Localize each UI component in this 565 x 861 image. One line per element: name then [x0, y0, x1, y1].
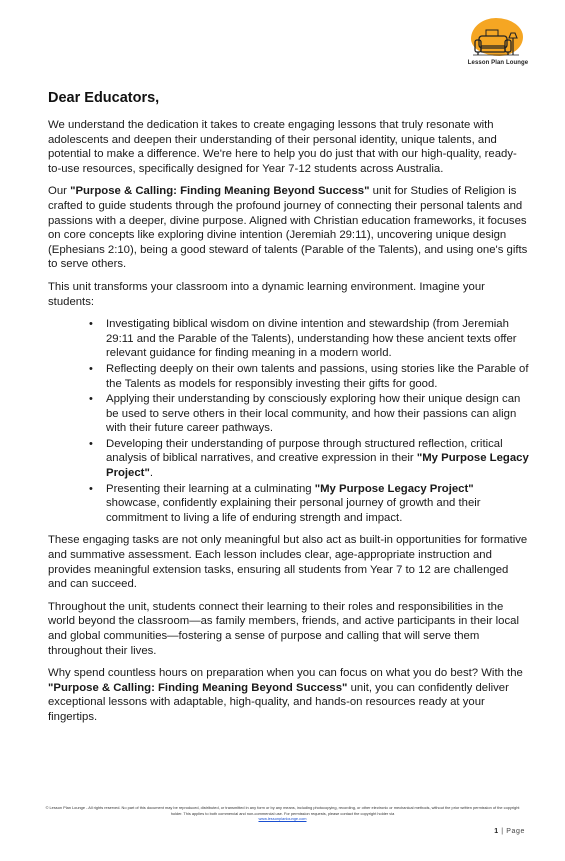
connection-paragraph: Throughout the unit, students connect their learning to their roles and responsibilities in the world beyond the classroom—as family members, friends, and active participants in their local and global communities—fostering a sense of purpose and calling that will serve them throughout their lives.: [48, 600, 519, 657]
closing-paragraph: [48, 666, 530, 724]
copyright-text: © Lesson Plan Lounge - All rights reserved. No part of this document may be reproduced, distributed, or transmitted in any form or by any means, including photocopying, recording, or other electronic or mechanical methods, without the prior written permission of the copyright holder. This applies to both commercial and non-commercial use. For permission requests, please contact the copyright holder via: [45, 805, 520, 816]
page-number-value: 1: [494, 828, 499, 835]
page-number-label: Page: [506, 828, 525, 835]
unit-title: "Purpose & Calling: Finding Meaning Beyond Success": [70, 185, 370, 198]
page-number-separator: |: [498, 828, 507, 835]
intro-paragraph: We understand the dedication it takes to create engaging lessons that truly resonate with adolescents and deepen their understanding of their personal identity, unique talents, and potential to make a difference. We're here to help you do just that with our high-quality, ready-to-use resources, specifically designed for Year 7-12 students across Australia.: [48, 119, 517, 175]
assessment-paragraph: These engaging tasks are not only meaningful but also act as built-in opportunities for formative and summative assessment. Each lesson includes clear, age-appropriate instruction and provides meaningful extension tasks, ensuring all students from Year 7 to 12 are challenged and can succeed.: [48, 534, 528, 591]
letter-body: [48, 90, 530, 733]
list-item: [106, 437, 530, 481]
unit-paragraph-before: Our: [48, 185, 71, 198]
logo-text: Lesson Plan Lounge: [467, 60, 529, 66]
list-item: • Investigating biblical wisdom on divine intention and stewardship (from Jeremiah 29:11 and the Parable of the Talents), understanding how these ancient texts offer relevant guidance for finding meaning in a modern world.: [106, 317, 530, 361]
list-item-after: showcase, confidently explaining their personal journey of growth and their commitment to living a life of enduring strength and impact.: [106, 497, 481, 524]
sofa-icon: [463, 22, 529, 62]
list-item-after: .: [149, 467, 153, 480]
student-activities-list: [48, 317, 530, 525]
copyright-footer: [40, 805, 525, 822]
unit-paragraph-after: unit for Studies of Religion is crafted to guide students through the profound journey of connecting their personal talents and passions with a deeper, divine purpose. Aligned with Christian education frameworks, it focuses on core concepts like exploring divine intention (Jeremiah 29:11), uncovering unique design (Ephesians 2:10), being a good steward of talents (Parable of the Talents), and using one's gifts to serve others.: [48, 185, 528, 271]
website-link[interactable]: www.lessonplanlounge.com: [258, 816, 307, 822]
unit-title: "Purpose & Calling: Finding Meaning Beyond Success": [48, 681, 348, 694]
lesson-plan-lounge-logo: [463, 18, 533, 76]
list-item: [106, 482, 530, 526]
list-item-before: Presenting their learning at a culminating: [106, 482, 315, 495]
list-item: • Applying their understanding by consciously exploring how their unique design can be used to serve others in their local community, and how their passions can align with their future career pathways.: [106, 392, 530, 436]
list-item: • Reflecting deeply on their own talents and passions, using stories like the Parable of the Talents as models for responsibly investing their gifts for good.: [106, 362, 530, 391]
project-title: "My Purpose Legacy Project": [314, 482, 474, 495]
transform-paragraph: This unit transforms your classroom into a dynamic learning environment. Imagine your students:: [48, 280, 485, 308]
unit-paragraph: [48, 184, 530, 272]
closing-paragraph-after: unit, you can confidently deliver exceptional lessons with adaptable, high-quality, and hands-on resources ready at your fingertips.: [48, 681, 509, 723]
page-number: [494, 828, 525, 835]
list-item-before: Developing their understanding of purpose through structured reflection, critical analysis of biblical narratives, and creative expression in their: [106, 437, 503, 465]
project-title: "My Purpose Legacy Project": [106, 452, 529, 480]
greeting-heading: Dear Educators,: [48, 90, 160, 106]
closing-paragraph-before: Why spend countless hours on preparation when you can focus on what you do best? With the: [48, 667, 523, 680]
